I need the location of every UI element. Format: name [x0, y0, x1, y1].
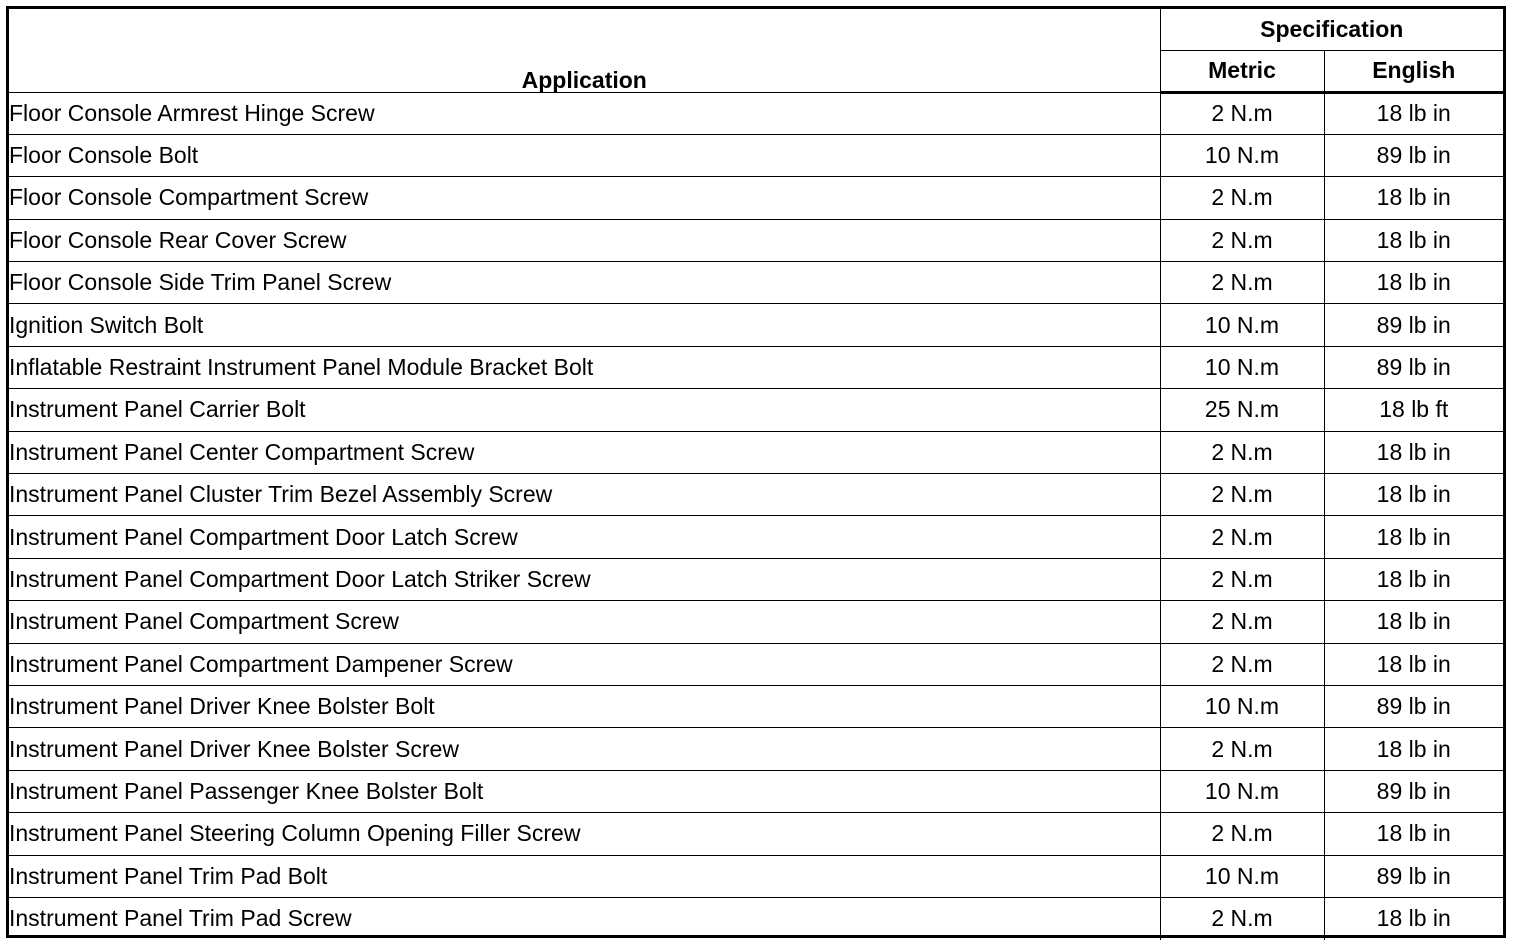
table-body [9, 92, 1503, 940]
application-cell: Instrument Panel Carrier Bolt [9, 389, 1160, 431]
metric-value-cell: 2 N.m [1160, 813, 1324, 855]
fastener-spec-table [9, 9, 1503, 940]
english-value-cell: 18 lb in [1324, 643, 1503, 685]
application-cell: Inflatable Restraint Instrument Panel Module Bracket Bolt [9, 346, 1160, 388]
metric-value-cell: 10 N.m [1160, 304, 1324, 346]
table-row [9, 346, 1503, 388]
table-row [9, 177, 1503, 219]
metric-value-cell: 2 N.m [1160, 92, 1324, 134]
metric-value-cell: 2 N.m [1160, 643, 1324, 685]
application-cell: Floor Console Side Trim Panel Screw [9, 262, 1160, 304]
application-cell: Instrument Panel Cluster Trim Bezel Assembly Screw [9, 474, 1160, 516]
english-value-cell: 18 lb in [1324, 601, 1503, 643]
metric-value-cell: 2 N.m [1160, 897, 1324, 939]
application-column-header: Application [9, 9, 1160, 92]
specification-group-header: Specification [1160, 9, 1503, 50]
metric-value-cell: 2 N.m [1160, 431, 1324, 473]
application-cell: Instrument Panel Compartment Dampener Screw [9, 643, 1160, 685]
application-cell: Instrument Panel Steering Column Opening Filler Screw [9, 813, 1160, 855]
metric-value-cell: 10 N.m [1160, 855, 1324, 897]
metric-value-cell: 10 N.m [1160, 346, 1324, 388]
english-value-cell: 18 lb in [1324, 897, 1503, 939]
table-header [9, 9, 1503, 92]
application-cell: Instrument Panel Compartment Door Latch Striker Screw [9, 558, 1160, 600]
metric-value-cell: 2 N.m [1160, 516, 1324, 558]
table-row [9, 685, 1503, 727]
application-cell: Floor Console Bolt [9, 134, 1160, 176]
table-row [9, 431, 1503, 473]
table-row [9, 601, 1503, 643]
english-value-cell: 89 lb in [1324, 346, 1503, 388]
english-value-cell: 89 lb in [1324, 304, 1503, 346]
table-row [9, 516, 1503, 558]
table-row [9, 813, 1503, 855]
english-value-cell: 18 lb in [1324, 92, 1503, 134]
english-value-cell: 89 lb in [1324, 685, 1503, 727]
application-cell: Floor Console Rear Cover Screw [9, 219, 1160, 261]
application-cell: Instrument Panel Driver Knee Bolster Screw [9, 728, 1160, 770]
table-row [9, 770, 1503, 812]
application-cell: Instrument Panel Compartment Door Latch Screw [9, 516, 1160, 558]
table-row [9, 728, 1503, 770]
metric-value-cell: 2 N.m [1160, 601, 1324, 643]
english-value-cell: 89 lb in [1324, 134, 1503, 176]
english-value-cell: 18 lb in [1324, 474, 1503, 516]
english-value-cell: 18 lb in [1324, 177, 1503, 219]
application-cell: Instrument Panel Passenger Knee Bolster Bolt [9, 770, 1160, 812]
english-value-cell: 18 lb in [1324, 219, 1503, 261]
table-row [9, 389, 1503, 431]
application-cell: Instrument Panel Driver Knee Bolster Bolt [9, 685, 1160, 727]
english-value-cell: 18 lb in [1324, 558, 1503, 600]
table-row [9, 219, 1503, 261]
application-cell: Floor Console Compartment Screw [9, 177, 1160, 219]
english-value-cell: 18 lb in [1324, 813, 1503, 855]
table-row [9, 558, 1503, 600]
metric-value-cell: 2 N.m [1160, 558, 1324, 600]
table-row [9, 134, 1503, 176]
table-row [9, 262, 1503, 304]
metric-value-cell: 10 N.m [1160, 134, 1324, 176]
english-value-cell: 18 lb ft [1324, 389, 1503, 431]
metric-value-cell: 10 N.m [1160, 685, 1324, 727]
english-value-cell: 89 lb in [1324, 770, 1503, 812]
application-cell: Instrument Panel Compartment Screw [9, 601, 1160, 643]
metric-value-cell: 2 N.m [1160, 219, 1324, 261]
table-row [9, 474, 1503, 516]
metric-value-cell: 2 N.m [1160, 728, 1324, 770]
header-row-top [9, 9, 1503, 50]
english-value-cell: 18 lb in [1324, 431, 1503, 473]
metric-value-cell: 2 N.m [1160, 262, 1324, 304]
english-value-cell: 18 lb in [1324, 728, 1503, 770]
application-cell: Instrument Panel Trim Pad Bolt [9, 855, 1160, 897]
metric-value-cell: 2 N.m [1160, 474, 1324, 516]
metric-value-cell: 2 N.m [1160, 177, 1324, 219]
application-cell: Ignition Switch Bolt [9, 304, 1160, 346]
english-column-header: English [1324, 50, 1503, 92]
english-value-cell: 18 lb in [1324, 262, 1503, 304]
table-row [9, 897, 1503, 939]
english-value-cell: 18 lb in [1324, 516, 1503, 558]
application-cell: Floor Console Armrest Hinge Screw [9, 92, 1160, 134]
fastener-spec-table-frame [6, 6, 1506, 938]
application-cell: Instrument Panel Trim Pad Screw [9, 897, 1160, 939]
metric-value-cell: 10 N.m [1160, 770, 1324, 812]
table-row [9, 92, 1503, 134]
metric-value-cell: 25 N.m [1160, 389, 1324, 431]
application-cell: Instrument Panel Center Compartment Screw [9, 431, 1160, 473]
metric-column-header: Metric [1160, 50, 1324, 92]
table-row [9, 855, 1503, 897]
table-row [9, 643, 1503, 685]
english-value-cell: 89 lb in [1324, 855, 1503, 897]
table-row [9, 304, 1503, 346]
